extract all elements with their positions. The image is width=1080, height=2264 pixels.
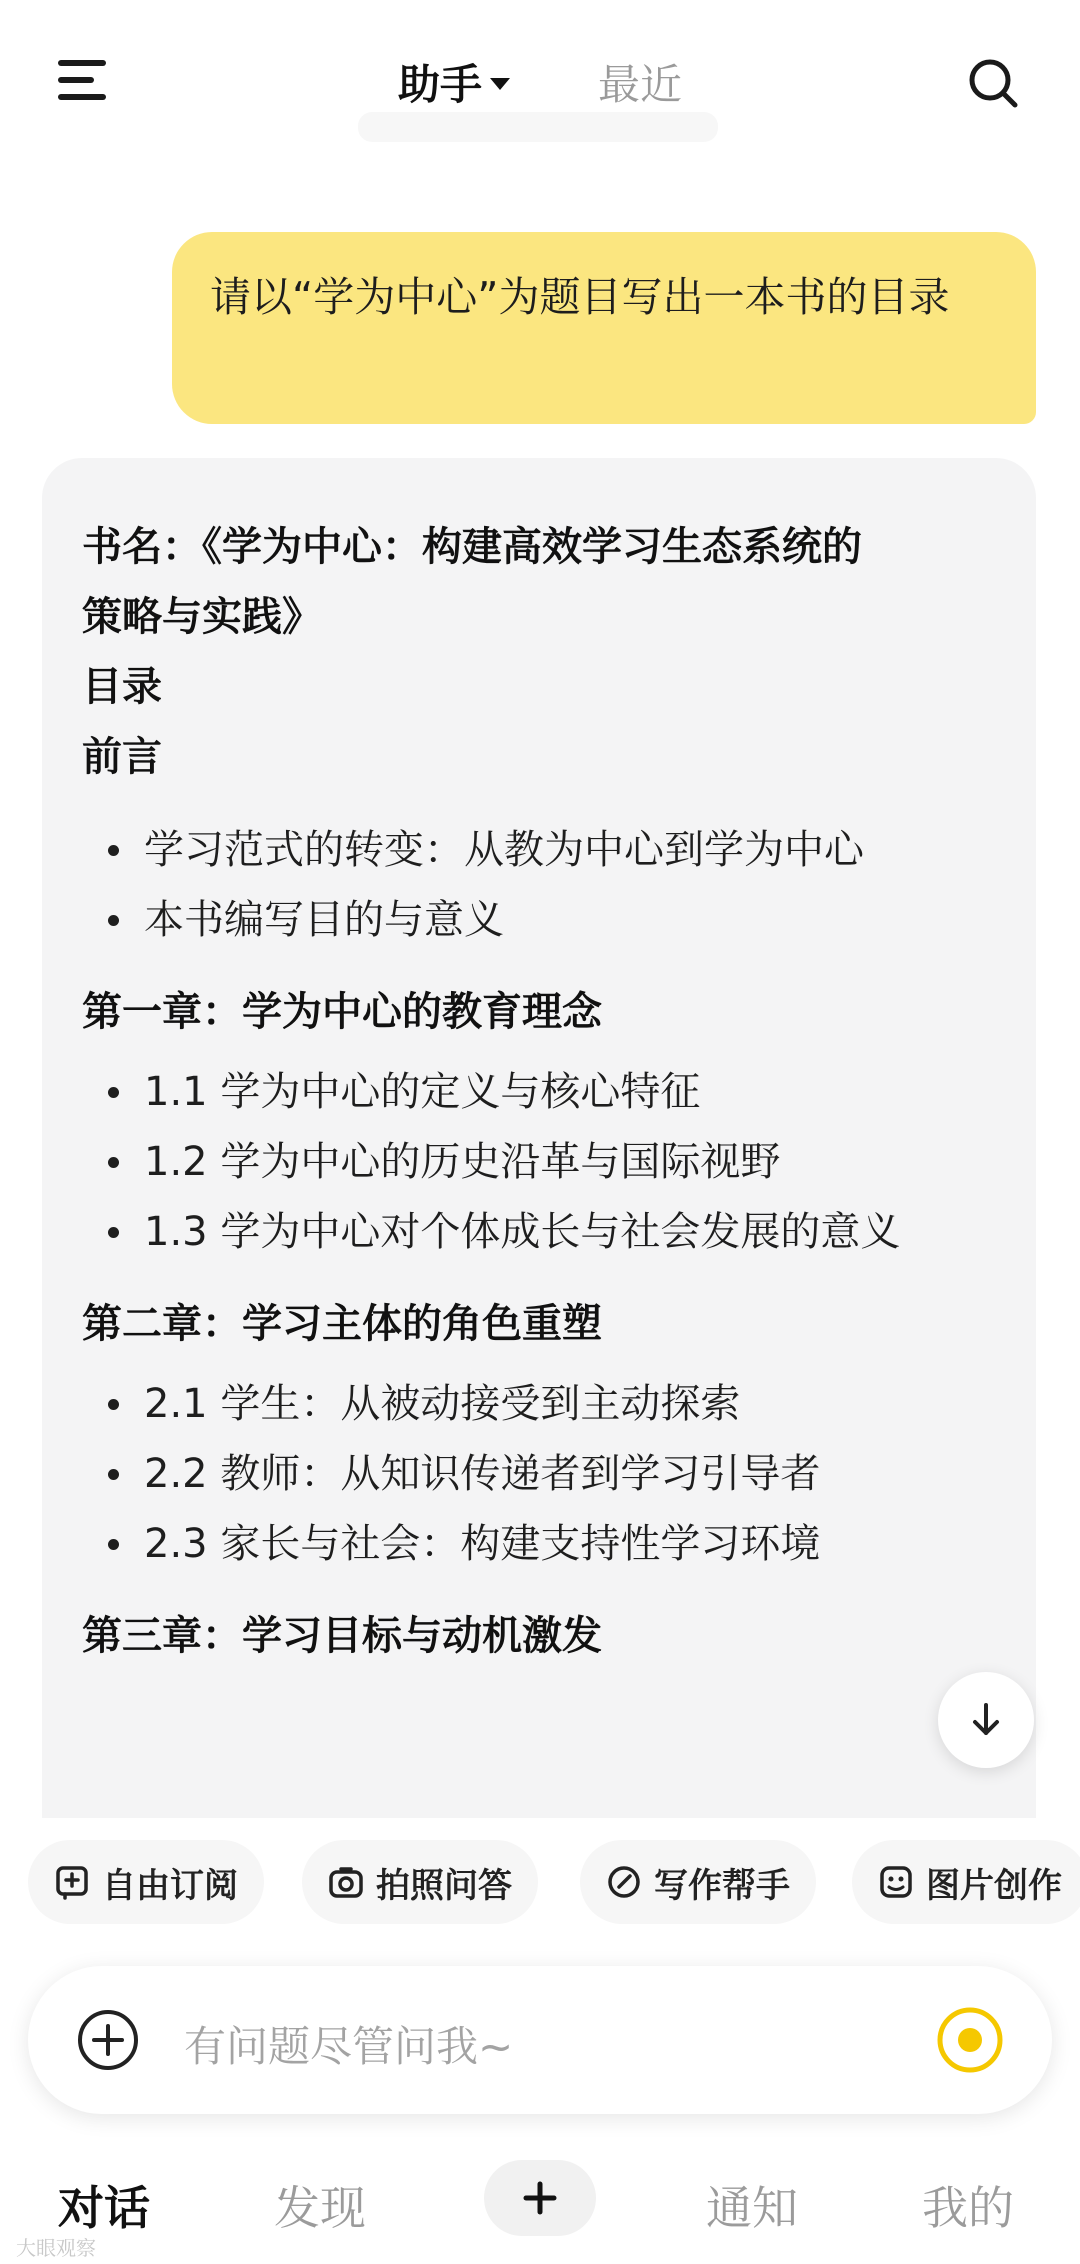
new-chat-button[interactable] xyxy=(484,2160,596,2236)
add-attachment-button[interactable] xyxy=(76,2008,140,2072)
preface-heading: 前言 xyxy=(82,734,162,780)
pen-icon xyxy=(606,1864,642,1900)
tab-assistant-label: 助手 xyxy=(398,60,483,109)
scroll-down-button[interactable] xyxy=(938,1672,1034,1768)
list-item: 2.3 家长与社会：构建支持性学习环境 xyxy=(82,1522,996,1566)
list-item: 学习范式的转变：从教为中心到学为中心 xyxy=(82,828,996,872)
menu-icon[interactable] xyxy=(58,56,112,104)
scrolled-content-remnant xyxy=(358,112,718,142)
voice-button[interactable] xyxy=(936,2006,1004,2074)
plus-circle-icon xyxy=(76,2008,140,2072)
toc-label: 目录 xyxy=(82,664,162,710)
preface-list xyxy=(82,828,996,942)
nav-notify[interactable]: 通知 xyxy=(706,2181,798,2235)
nav-mine[interactable]: 我的 xyxy=(922,2181,1014,2235)
nav-chat[interactable]: 对话 xyxy=(58,2181,150,2235)
nav-discover[interactable]: 发现 xyxy=(274,2181,366,2235)
list-item: 1.2 学为中心的历史沿革与国际视野 xyxy=(82,1140,996,1184)
chapter-heading: 第三章：学习目标与动机激发 xyxy=(82,1613,602,1659)
assistant-answer-card xyxy=(42,458,1036,1818)
chat-input[interactable]: 有问题尽管问我~ xyxy=(184,2022,514,2071)
chip-label: 自由订阅 xyxy=(102,1865,238,1906)
chat-input-bar xyxy=(28,1966,1052,2114)
chapter-heading: 第一章：学为中心的教育理念 xyxy=(82,989,602,1035)
chip-label: 图片创作 xyxy=(926,1865,1062,1906)
user-message-bubble: 请以“学为中心”为题目写出一本书的目录 xyxy=(172,232,1036,424)
list-item: 1.1 学为中心的定义与核心特征 xyxy=(82,1070,996,1114)
watermark: 大眼观察 xyxy=(16,2236,96,2260)
voice-record-icon xyxy=(936,2006,1004,2074)
book-title-line-2: 策略与实践》 xyxy=(82,594,322,640)
camera-icon xyxy=(328,1864,364,1900)
chapter-list xyxy=(82,1070,996,1254)
search-icon[interactable] xyxy=(966,56,1020,110)
image-icon xyxy=(878,1864,914,1900)
tab-recent[interactable]: 最近 xyxy=(598,60,683,109)
bottom-navigation xyxy=(0,2150,1080,2264)
tab-assistant[interactable] xyxy=(398,52,510,112)
arrow-down-icon xyxy=(966,1700,1006,1740)
chip-image-creation[interactable] xyxy=(852,1840,1080,1924)
chip-camera-qa[interactable] xyxy=(302,1840,538,1924)
book-title-line-1: 书名：《学为中心：构建高效学习生态系统的 xyxy=(82,524,862,570)
caret-down-icon xyxy=(490,78,510,90)
list-item: 本书编写目的与意义 xyxy=(82,898,996,942)
list-item: 2.1 学生：从被动接受到主动探索 xyxy=(82,1382,996,1426)
chip-writing-helper[interactable] xyxy=(580,1840,816,1924)
plus-icon xyxy=(522,2180,558,2216)
quick-actions xyxy=(0,1824,1080,1934)
chip-subscribe[interactable] xyxy=(28,1840,264,1924)
chip-label: 拍照问答 xyxy=(376,1865,512,1906)
list-item: 1.3 学为中心对个体成长与社会发展的意义 xyxy=(82,1210,996,1254)
chip-label: 写作帮手 xyxy=(654,1865,790,1906)
chapter-heading: 第二章：学习主体的角色重塑 xyxy=(82,1301,602,1347)
chapter-list xyxy=(82,1382,996,1566)
subscribe-icon xyxy=(54,1864,90,1900)
list-item: 2.2 教师：从知识传递者到学习引导者 xyxy=(82,1452,996,1496)
